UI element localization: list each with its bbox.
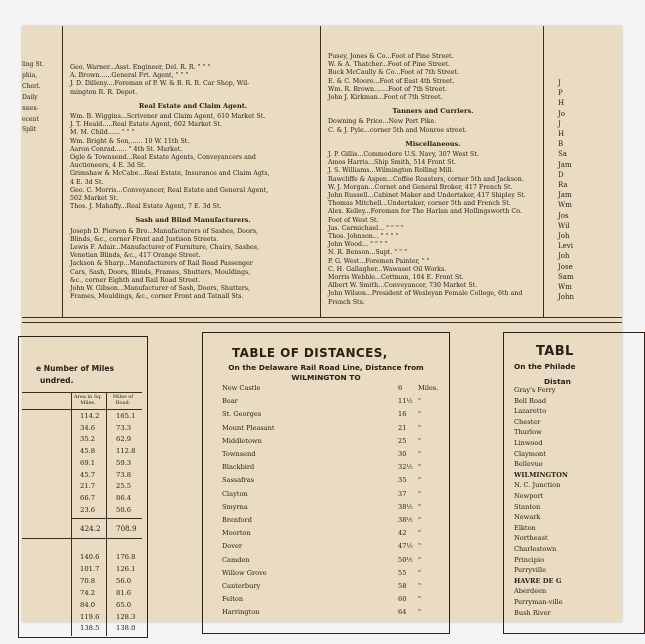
miles-unit: " bbox=[418, 463, 422, 472]
station-name: Northeast bbox=[514, 534, 548, 543]
listing-line: Geo. C. Morris...Conveyancer, Real Estate and General Agent, bbox=[70, 186, 269, 194]
listing-line: Wm. B. Wiggins...Scrivener and Claim Agent, 610 Market St. bbox=[70, 113, 266, 121]
listing-line: M. M. Child...... " " " bbox=[70, 129, 135, 137]
section-heading: Real Estate and Claim Agent. bbox=[138, 101, 248, 110]
distance-row bbox=[204, 569, 436, 581]
place-name: Moorton bbox=[222, 529, 251, 538]
fragment-line: Wil bbox=[558, 221, 570, 230]
miles-unit: " bbox=[418, 397, 422, 406]
listing-line: Thomas Mitchell...Undertaker, corner 5th and French St. bbox=[328, 200, 511, 208]
newspaper-page bbox=[22, 26, 622, 633]
miles-value: 21 bbox=[398, 423, 407, 432]
station-name: Charlestown bbox=[514, 545, 557, 553]
area-value: 45.8 bbox=[80, 447, 96, 456]
listing-line: Venetian Blinds, &c., 417 Orange Street. bbox=[70, 252, 201, 260]
fragment-line: H bbox=[558, 99, 565, 108]
listing-line: 4 E. 3d St. bbox=[70, 178, 104, 186]
listing-line: Buck McCaully & Co...Foot of 7th Street. bbox=[328, 69, 460, 77]
area-value: 34.6 bbox=[80, 423, 96, 432]
listing-line: Jackson & Sharp...Manufacturers of Rail Road Passenger bbox=[70, 260, 253, 268]
area-value: 23.6 bbox=[80, 505, 96, 514]
listing-line: John J. Kirkman...Foot of 7th Street. bbox=[328, 94, 443, 102]
listing-line: J. D. Dilleny....Foreman of P. W. & B. R. R. Car Shop, Wil- bbox=[70, 80, 250, 88]
miles-col-rule bbox=[106, 392, 107, 636]
listing-line: W. J. Morgan...Cornet and General Broker, 417 French St. bbox=[328, 183, 513, 191]
distance-row bbox=[204, 476, 436, 488]
section-rule-upper bbox=[22, 317, 622, 318]
section-heading: Tanners and Curriers. bbox=[392, 107, 474, 116]
distance-row bbox=[204, 529, 436, 541]
road-value: 62.9 bbox=[116, 435, 132, 444]
fragment-line: Sam bbox=[558, 272, 574, 281]
road-value: 176.8 bbox=[116, 553, 136, 561]
right-fragment-column bbox=[558, 78, 622, 302]
listing-line: Thos. Johnson... " " " " bbox=[328, 233, 399, 241]
listing-line: C. & J. Pyle...corner 5th and Monroe street. bbox=[328, 126, 467, 134]
area-value: 66.7 bbox=[80, 493, 96, 502]
phila-table-subtitle: On the Philade bbox=[514, 362, 576, 371]
miles-unit: " bbox=[418, 595, 422, 604]
area-value: 35.2 bbox=[80, 435, 96, 444]
fragment-line: Split bbox=[22, 126, 37, 134]
listing-line: Foot of West St. bbox=[328, 216, 379, 224]
listing-line: Downing & Price...New Port Pike. bbox=[328, 118, 437, 126]
col-header-area: Area in Sq. Miles. bbox=[73, 394, 103, 406]
distance-row bbox=[204, 503, 436, 515]
miles-value: 64 bbox=[398, 608, 407, 617]
miles-unit: " bbox=[418, 489, 422, 498]
phila-table-title: TABL bbox=[536, 344, 574, 359]
place-name: Brenford bbox=[222, 516, 252, 524]
miles-table-rule bbox=[22, 392, 142, 393]
distance-row bbox=[204, 595, 436, 607]
fragment-line: Jam bbox=[558, 160, 572, 169]
fragment-line: Cherl. bbox=[22, 82, 41, 90]
place-name: Townsend bbox=[222, 450, 256, 458]
column-rule-3 bbox=[543, 26, 544, 318]
section-heading: Sash and Blind Manufacturers. bbox=[135, 216, 251, 225]
directory-column-left bbox=[70, 64, 316, 301]
fragment-line: Daily bbox=[22, 93, 38, 101]
listing-line: John Wilson...President of Wesleyan Female College, 6th and bbox=[328, 290, 523, 298]
station-name: Claymont bbox=[514, 449, 546, 458]
miles-total-rule bbox=[71, 518, 142, 519]
distance-row bbox=[204, 450, 436, 462]
left-fragment-column bbox=[22, 60, 52, 136]
station-name: Bell Road bbox=[514, 396, 547, 405]
miles-table-rule bbox=[22, 409, 142, 410]
place-name: Camden bbox=[222, 555, 250, 564]
miles-unit: " bbox=[418, 410, 422, 419]
listing-line: A. Brown......General Frt. Agent, " " " bbox=[70, 72, 189, 80]
miles-unit: " bbox=[418, 450, 422, 458]
place-name: Smyrna bbox=[222, 502, 248, 511]
miles-col-rule bbox=[71, 392, 72, 636]
miles-value: 38½ bbox=[398, 516, 413, 524]
station-name: Newport bbox=[514, 492, 544, 500]
listing-line: Wm. Bright & Son,...... 10 W. 11th St. bbox=[70, 137, 190, 145]
road-value: 126.1 bbox=[116, 564, 136, 573]
col-header-road: Miles of Road. bbox=[112, 394, 134, 406]
miles-value: 38½ bbox=[398, 502, 413, 511]
miles-value: 55 bbox=[398, 568, 407, 577]
station-name: Thurlow bbox=[514, 428, 542, 437]
fragment-line: Ra bbox=[558, 181, 568, 190]
miles-table-heading: e Number of Miles bbox=[36, 364, 115, 373]
area-value: 74.2 bbox=[80, 588, 96, 597]
area-value: 45.7 bbox=[80, 470, 96, 479]
listing-line: French Sts. bbox=[328, 298, 365, 306]
road-value: 112.8 bbox=[116, 447, 136, 456]
area-value: 21.7 bbox=[80, 482, 96, 491]
listing-line: John Russell...Cabinet Maker and Undertaker, 417 Shipley St. bbox=[328, 192, 526, 200]
place-name: Harrington bbox=[222, 608, 260, 617]
miles-value: 6 bbox=[398, 384, 403, 392]
distance-row bbox=[204, 384, 439, 396]
listing-line: Morris Webble...Cottman, 104 E. Front St. bbox=[328, 274, 464, 282]
place-name: Clayton bbox=[222, 489, 248, 498]
miles-value: 37 bbox=[398, 489, 407, 498]
station-name: Stanton bbox=[514, 502, 541, 511]
area-value: 69.1 bbox=[80, 458, 96, 467]
miles-unit: " bbox=[418, 516, 422, 524]
miles-value: 50½ bbox=[398, 555, 413, 564]
listing-line: Wm. R. Brown.......Foot of 7th Street. bbox=[328, 85, 447, 93]
station-name: HAVRE DE G bbox=[514, 576, 562, 585]
place-name: St. Georges bbox=[222, 410, 262, 419]
miles-value: 35 bbox=[398, 476, 407, 485]
place-name: Felton bbox=[222, 595, 244, 604]
distance-table-rows bbox=[204, 384, 448, 632]
fragment-line: ecent bbox=[22, 115, 39, 123]
listing-line: &c., corner Eighth and Rail Road Street. bbox=[70, 276, 201, 284]
miles-unit: " bbox=[418, 502, 422, 511]
station-name: Perryman-ville bbox=[514, 598, 563, 606]
fragment-line: Levi bbox=[558, 242, 573, 251]
station-name: Bellevue bbox=[514, 460, 543, 469]
road-value: 59.3 bbox=[116, 458, 132, 467]
fragment-line: ling St. bbox=[22, 61, 44, 68]
station-name: Linwood bbox=[514, 439, 543, 447]
miles-value: 16 bbox=[398, 410, 407, 419]
station-name: Aberdeen bbox=[514, 587, 547, 596]
station-name: Chester bbox=[514, 417, 541, 426]
listing-line: Ogle & Townsend...Real Estate Agents, Conveyancers and bbox=[70, 154, 256, 162]
distance-table-title: TABLE OF DISTANCES, bbox=[232, 346, 388, 360]
listing-line: N. R. Benson...Supt. " " " bbox=[328, 249, 407, 257]
miles-table-heading: undred. bbox=[40, 376, 74, 385]
road-value: 73.3 bbox=[116, 423, 132, 432]
directory-column-right bbox=[328, 53, 538, 307]
listing-line: Blinds, &c., corner Front and Justison Streets. bbox=[70, 235, 219, 243]
area-value: 101.7 bbox=[80, 564, 100, 573]
area-value: 138.5 bbox=[80, 624, 100, 633]
station-name: Newark bbox=[514, 513, 541, 522]
fragment-line: Jose bbox=[558, 262, 573, 271]
station-name: Gray's Ferry bbox=[514, 386, 556, 394]
distance-row bbox=[204, 516, 436, 528]
section-rule-lower bbox=[22, 322, 622, 323]
miles-unit: " bbox=[418, 555, 422, 564]
listing-line: J. P. Gillis...Commodore U.S. Navy, 307 West St. bbox=[328, 151, 479, 159]
listing-line: J. T. Heald.....Real Estate Agent, 602 Market St. bbox=[70, 121, 222, 129]
distance-row bbox=[204, 556, 436, 568]
place-name: Willow Grove bbox=[222, 568, 267, 577]
miles-value: 11½ bbox=[398, 397, 413, 406]
listing-line: Albert W. Smith...Conveyancer, 730 Market St. bbox=[328, 282, 478, 290]
listing-line: P. G. West...Foremen Painter, " " bbox=[328, 257, 430, 265]
road-total: 708.9 bbox=[116, 524, 137, 533]
fragment-line: Wm bbox=[558, 201, 572, 210]
road-value: 138.0 bbox=[116, 624, 136, 633]
fragment-line: H bbox=[558, 130, 565, 139]
miles-unit: Miles. bbox=[418, 384, 439, 392]
distance-row bbox=[204, 490, 436, 502]
station-name: Principio bbox=[514, 555, 545, 564]
listing-line: C. H. Gallagher...Wawaset Oil Works. bbox=[328, 265, 447, 273]
distance-row bbox=[204, 437, 436, 449]
station-name: N. C. Junction bbox=[514, 481, 561, 490]
distance-table-subtitle: WILMINGTON TO bbox=[291, 373, 361, 382]
fragment-line: Jam bbox=[558, 191, 572, 200]
listing-line: Lewis F. Adair...Manufacturer of Furniture, Chairs, Sashes, bbox=[70, 244, 260, 252]
road-value: 56.0 bbox=[116, 576, 132, 585]
distance-row bbox=[204, 463, 436, 475]
listing-line: Pusey, Jones & Co...Foot of Pine Street. bbox=[328, 53, 454, 60]
distance-table-subtitle: On the Delaware Rail Road Line, Distance from bbox=[228, 363, 424, 372]
listing-line: Joseph D. Pierson & Bro...Manufacturers of Sashes, Doors, bbox=[70, 227, 258, 235]
miles-unit: " bbox=[418, 542, 422, 551]
distance-row bbox=[204, 542, 436, 554]
listing-line: Cars, Sash, Doors, Blinds, Frames, Shutters, Mouldings, bbox=[70, 268, 251, 276]
miles-unit: " bbox=[418, 582, 422, 590]
listing-line: Amos Harris...Ship Smith, 514 Front St. bbox=[328, 159, 456, 167]
road-value: 65.0 bbox=[116, 600, 132, 609]
station-name: Lazaretto bbox=[514, 407, 547, 416]
phila-table-col-label: Distan bbox=[544, 377, 571, 386]
area-value: 114.2 bbox=[80, 412, 100, 420]
miles-unit: " bbox=[418, 568, 422, 577]
place-name: Blackbird bbox=[222, 463, 255, 472]
fragment-line: P bbox=[558, 89, 563, 98]
fragment-line: Wm bbox=[558, 283, 572, 292]
column-rule-2 bbox=[320, 26, 321, 318]
road-value: 73.8 bbox=[116, 470, 132, 479]
fragment-line: Jo bbox=[558, 109, 566, 118]
miles-unit: " bbox=[418, 436, 422, 445]
place-name: Middletown bbox=[222, 436, 262, 445]
distance-row bbox=[204, 424, 436, 436]
miles-value: 42 bbox=[398, 529, 407, 538]
fragment-line: phia, bbox=[22, 71, 38, 79]
miles-value: 47½ bbox=[398, 542, 413, 551]
fragment-line: Joh bbox=[558, 232, 570, 241]
listing-line: John W. Gibson...Manufacturer of Sash, Doors, Shutters, bbox=[70, 285, 251, 293]
section-heading: Miscellaneous. bbox=[405, 139, 461, 148]
listing-line: Jas. Carmichael... " " " " bbox=[328, 224, 404, 232]
listing-line: John Wood... " " " " bbox=[328, 241, 388, 249]
listing-line: Grimshaw & McCabe...Real Estate, Insurance and Claim Agts, bbox=[70, 170, 270, 178]
place-name: New Castle bbox=[222, 384, 261, 392]
miles-unit: " bbox=[418, 476, 422, 485]
listing-line: Alex. Kelley...Foreman for The Harlan and Hollingsworth Co. bbox=[328, 208, 522, 216]
listing-line: W. & A. Thatcher...Foot of Pine Street. bbox=[328, 61, 450, 69]
listing-line: E. & C. Moore...Foot of East 4th Street. bbox=[328, 77, 455, 85]
fragment-line: J bbox=[558, 79, 561, 87]
distance-row bbox=[204, 397, 436, 409]
road-value: 86.4 bbox=[116, 493, 132, 502]
place-name: Mount Pleasant bbox=[222, 423, 275, 432]
listing-line: 502 Market St. bbox=[70, 195, 119, 203]
area-value: 119.6 bbox=[80, 612, 100, 621]
fragment-line: D bbox=[558, 170, 564, 179]
miles-value: 58 bbox=[398, 582, 407, 590]
road-value: 50.6 bbox=[116, 505, 132, 514]
phila-table-rows bbox=[514, 386, 624, 626]
miles-unit: " bbox=[418, 423, 422, 432]
listing-line: Geo. Warner...Asst. Engineer, Del. R. R. " " " bbox=[70, 64, 211, 71]
listing-line: Auctioneers, 4 E. 3d St. bbox=[70, 162, 146, 170]
road-value: 165.1 bbox=[116, 412, 136, 420]
place-name: Canterbury bbox=[222, 582, 261, 590]
area-value: 140.6 bbox=[80, 553, 100, 561]
miles-value: 32½ bbox=[398, 463, 413, 472]
road-value: 81.6 bbox=[116, 588, 132, 597]
fragment-line: Joh bbox=[558, 252, 570, 261]
miles-value: 30 bbox=[398, 450, 407, 458]
area-value: 84.0 bbox=[80, 600, 96, 609]
fragment-line: B bbox=[558, 140, 564, 149]
column-rule-1 bbox=[62, 26, 63, 318]
fragment-line: nnex- bbox=[22, 104, 39, 112]
station-name: WILMINGTON bbox=[514, 470, 568, 479]
place-name: Sassafras bbox=[222, 476, 255, 485]
listing-line: Aaron Conrad...... " 4th St. Market. bbox=[70, 145, 183, 153]
area-value: 70.8 bbox=[80, 576, 96, 585]
listing-line: Rawcliffe & Aspen...Coffee Roasters, corner 5th and Jackson. bbox=[328, 175, 524, 183]
miles-unit: " bbox=[418, 608, 422, 617]
miles-value: 60 bbox=[398, 595, 407, 604]
area-total: 424.2 bbox=[80, 524, 101, 533]
place-name: Bear bbox=[222, 397, 238, 406]
listing-line: Thos. J. Mahaffy...Real Estate Agent, 7 E. 3d St. bbox=[70, 203, 222, 211]
fragment-line: J bbox=[558, 119, 561, 128]
distance-row bbox=[204, 608, 436, 620]
station-name: Perryville bbox=[514, 566, 547, 575]
fragment-line: Jos bbox=[558, 211, 569, 220]
listing-line: Frames, Mouldings, &c., corner Front and Tatnall Sts. bbox=[70, 293, 244, 301]
distance-row bbox=[204, 582, 436, 594]
road-value: 25.5 bbox=[116, 482, 132, 491]
listing-line: J. S. Williams...Wilmington Rolling Mill. bbox=[328, 167, 454, 175]
miles-value: 25 bbox=[398, 436, 407, 445]
listing-line: mington R. R. Depot. bbox=[70, 88, 138, 96]
road-value: 128.3 bbox=[116, 612, 136, 621]
miles-unit: " bbox=[418, 529, 422, 538]
place-name: Dover bbox=[222, 542, 243, 551]
miles-table-rule bbox=[22, 538, 142, 539]
station-name: Bush River bbox=[514, 608, 551, 617]
station-name: Elkton bbox=[514, 523, 536, 532]
distance-row bbox=[204, 410, 436, 422]
fragment-line: John bbox=[558, 293, 575, 302]
fragment-line: Sa bbox=[558, 150, 567, 159]
